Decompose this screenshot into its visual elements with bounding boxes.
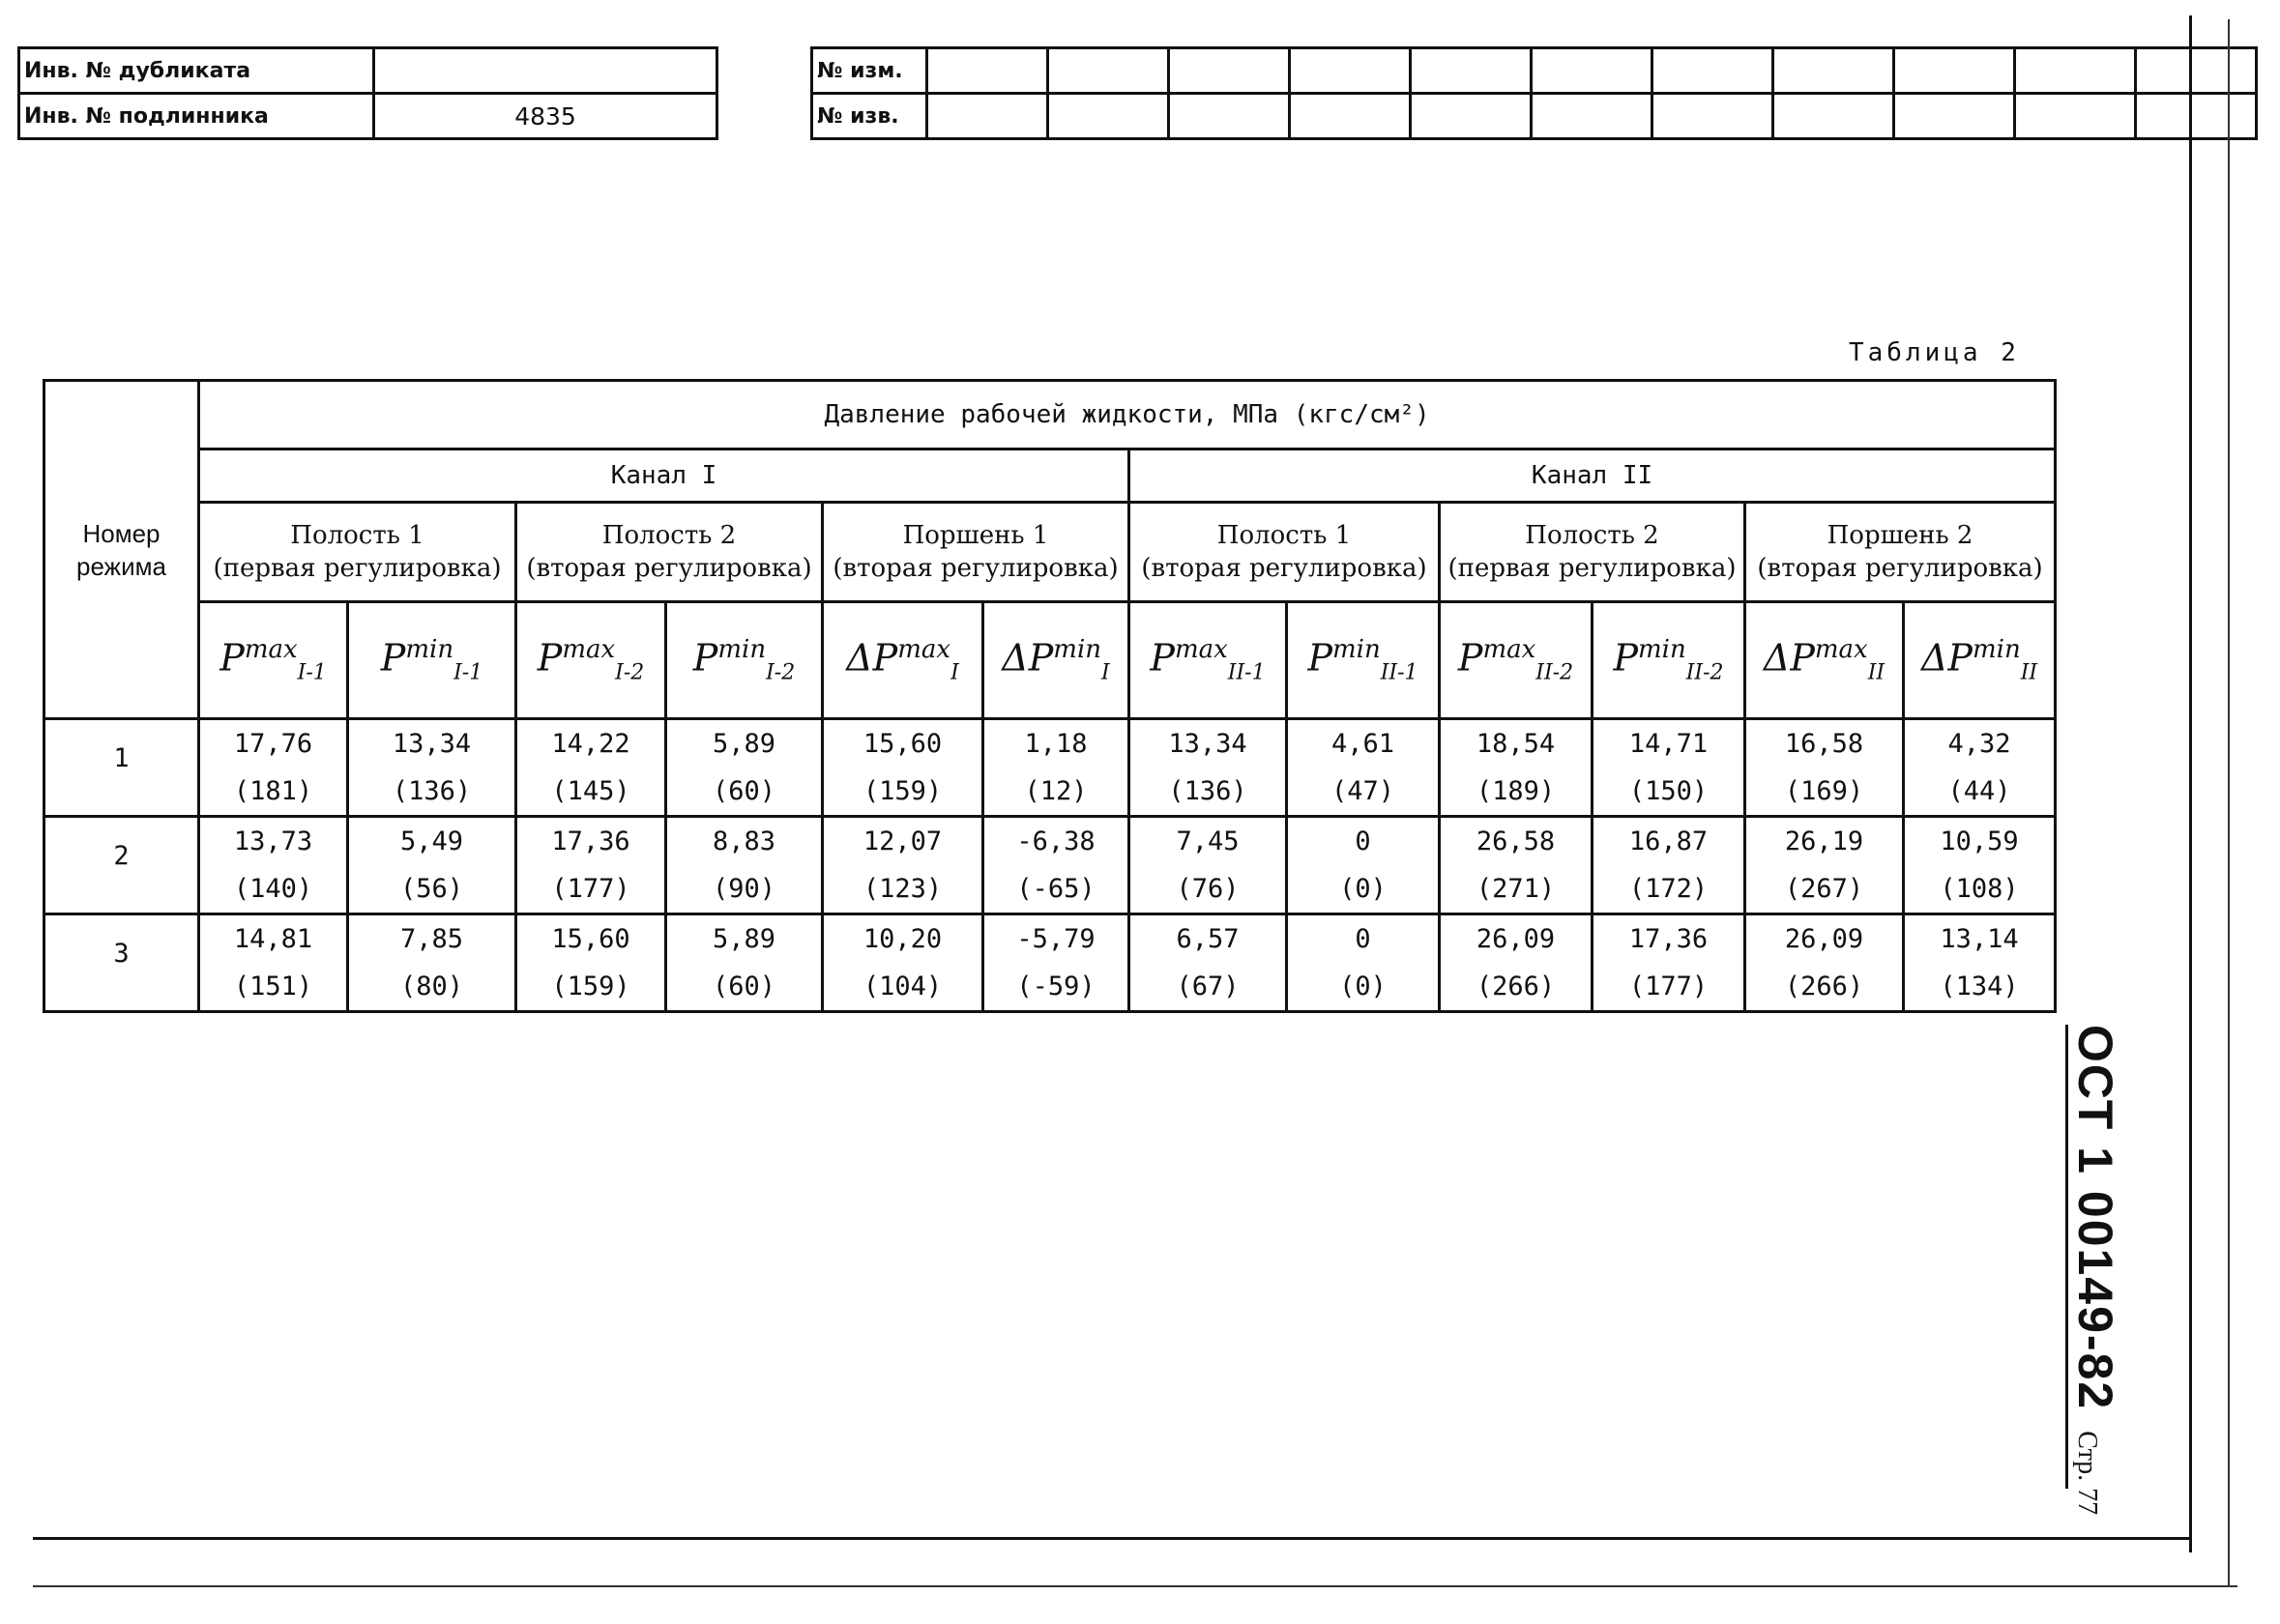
- change-register: [810, 46, 2258, 140]
- pressure-symbol: [823, 602, 983, 719]
- pressure-cell: [1287, 914, 1440, 1012]
- pressure-kgf: (123): [862, 874, 943, 904]
- pressure-cell: [1287, 817, 1440, 914]
- group-name: Поршень 1: [902, 521, 1049, 550]
- group-name: Поршень 2: [1827, 521, 1973, 550]
- symbol-superscript: min: [405, 635, 454, 665]
- pressure-cell: [983, 817, 1129, 914]
- symbol-subscript: II-1: [1380, 660, 1418, 685]
- pressure-cell: [1440, 914, 1593, 1012]
- duplicate-inventory-value: [374, 48, 717, 94]
- pressure-kgf: (90): [712, 874, 776, 904]
- pressure-mpa: 26,09: [1784, 924, 1864, 954]
- pressure-kgf: (271): [1476, 874, 1556, 904]
- pressure-kgf: (136): [392, 776, 472, 806]
- change-number-label: № изм.: [812, 48, 927, 94]
- pressure-cell: [1904, 914, 2056, 1012]
- pressure-cell: [516, 719, 666, 817]
- pressure-mpa: 26,19: [1784, 826, 1864, 856]
- pressure-cell: [1904, 817, 2056, 914]
- pressure-cell: [666, 817, 823, 914]
- pressure-kgf: (47): [1330, 776, 1395, 806]
- pressure-mpa: 10,20: [862, 924, 943, 954]
- pressure-cell: [823, 914, 983, 1012]
- symbol-superscript: min: [717, 635, 767, 665]
- pressure-cell: [1593, 817, 1745, 914]
- pressure-cell: [1440, 817, 1593, 914]
- symbol-subscript: II: [2020, 660, 2038, 685]
- pressure-mpa: 7,45: [1176, 826, 1240, 856]
- pressure-kgf: (189): [1476, 776, 1556, 806]
- symbol-subscript: II: [1867, 660, 1885, 685]
- channel-1-header: Канал I: [199, 450, 1129, 503]
- pressure-mpa: -5,79: [1016, 924, 1096, 954]
- group-adjustment: (вторая регулировка): [833, 554, 1119, 583]
- pressure-mpa: 5,49: [399, 826, 464, 856]
- mode-number: 3: [44, 914, 199, 1012]
- symbol-base: P: [1457, 637, 1483, 681]
- pressure-mpa: 16,87: [1628, 826, 1709, 856]
- symbol-superscript: max: [1482, 635, 1536, 665]
- pressure-mpa: 5,89: [712, 924, 776, 954]
- pressure-symbol: [1745, 602, 1904, 719]
- pressure-cell: [1593, 914, 1745, 1012]
- group-name: Полость 2: [601, 521, 737, 550]
- pressure-mpa: 26,09: [1476, 924, 1556, 954]
- pressure-mpa: 0: [1355, 826, 1371, 856]
- pressure-cell: [348, 914, 516, 1012]
- frame-line-bottom: [33, 1537, 2191, 1540]
- group-adjustment: (первая регулировка): [213, 554, 502, 583]
- symbol-superscript: max: [562, 635, 616, 665]
- group-header: [199, 503, 516, 602]
- pressure-mpa: 6,57: [1176, 924, 1240, 954]
- pressure-kgf: (108): [1940, 874, 2019, 904]
- pressure-kgf: (-65): [1016, 874, 1096, 904]
- pressure-mpa: 17,36: [551, 826, 630, 856]
- frame-line-right: [2189, 15, 2192, 1552]
- pressure-cell: [666, 719, 823, 817]
- mode-number: 2: [44, 817, 199, 914]
- pressure-kgf: (145): [551, 776, 630, 806]
- pressure-mpa: 14,22: [551, 729, 630, 759]
- table-row: [44, 914, 2056, 1012]
- pressure-cell: [823, 817, 983, 914]
- pressure-kgf: (67): [1176, 972, 1240, 1001]
- pressure-symbol: [516, 602, 666, 719]
- document-code-block: [2067, 1025, 2123, 1515]
- pressure-kgf: (177): [551, 874, 630, 904]
- pressure-mpa: 18,54: [1476, 729, 1556, 759]
- symbol-superscript: max: [1814, 635, 1868, 665]
- pressure-mpa: 16,58: [1784, 729, 1864, 759]
- table-row: [44, 817, 2056, 914]
- symbol-base: P: [380, 637, 406, 681]
- pressure-kgf: (-59): [1016, 972, 1096, 1001]
- pressure-symbol: [983, 602, 1129, 719]
- group-name: Полость 1: [1216, 521, 1352, 550]
- channel-2-header: Канал II: [1129, 450, 2056, 503]
- pressure-cell: [983, 719, 1129, 817]
- symbol-subscript: I-1: [297, 660, 327, 685]
- pressure-mpa: 14,81: [233, 924, 313, 954]
- pressure-cell: [1593, 719, 1745, 817]
- pressure-mpa: 13,14: [1940, 924, 2019, 954]
- symbol-base: P: [1613, 637, 1639, 681]
- pressure-mpa: 8,83: [712, 826, 776, 856]
- pressure-mpa: 17,36: [1628, 924, 1709, 954]
- symbol-base: P: [692, 637, 718, 681]
- document-code: ОСТ 1 00149-82: [2068, 1025, 2122, 1411]
- symbol-base: P: [219, 637, 245, 681]
- pressure-cell: [1745, 817, 1904, 914]
- pressure-kgf: (266): [1476, 972, 1556, 1001]
- pressure-cell: [199, 914, 348, 1012]
- pressure-kgf: (159): [551, 972, 630, 1001]
- pressure-cell: [1745, 914, 1904, 1012]
- symbol-subscript: II-2: [1535, 660, 1574, 685]
- notice-number-label: № изв.: [812, 94, 927, 139]
- symbol-base: ΔP: [1002, 637, 1054, 681]
- inventory-stamp: [17, 46, 718, 140]
- frame-line-right-outer: [2228, 19, 2230, 1585]
- symbol-subscript: I-2: [766, 660, 796, 685]
- pressure-symbol: [1287, 602, 1440, 719]
- pressure-kgf: (80): [399, 972, 464, 1001]
- pressure-mpa: 14,71: [1628, 729, 1709, 759]
- pressure-symbol: [199, 602, 348, 719]
- pressure-kgf: (172): [1628, 874, 1709, 904]
- pressure-kgf: (44): [1947, 776, 2011, 806]
- pressure-mpa: 4,61: [1330, 729, 1395, 759]
- pressure-kgf: (12): [1024, 776, 1088, 806]
- pressure-mpa: 13,73: [233, 826, 313, 856]
- pressure-kgf: (169): [1784, 776, 1864, 806]
- pressure-kgf: (181): [233, 776, 313, 806]
- symbol-subscript: II-2: [1685, 660, 1724, 685]
- pressure-kgf: (0): [1339, 972, 1387, 1001]
- pressure-mpa: 13,34: [392, 729, 472, 759]
- group-header: [1129, 503, 1440, 602]
- pressure-mpa: 1,18: [1024, 729, 1088, 759]
- pressure-mpa: -6,38: [1016, 826, 1096, 856]
- symbol-superscript: min: [1053, 635, 1102, 665]
- pressure-mpa: 4,32: [1947, 729, 2011, 759]
- pressure-kgf: (140): [233, 874, 313, 904]
- pressure-kgf: (134): [1940, 972, 2019, 1001]
- pressure-cell: [1129, 719, 1287, 817]
- pressure-mpa: 5,89: [712, 729, 776, 759]
- pressure-mpa: 13,34: [1168, 729, 1247, 759]
- main-header: Давление рабочей жидкости, МПа (кгс/см²): [199, 381, 2056, 450]
- symbol-base: P: [1307, 637, 1333, 681]
- symbol-subscript: I: [1101, 660, 1110, 685]
- pressure-cell: [1287, 719, 1440, 817]
- original-inventory-label: Инв. № подлинника: [19, 94, 374, 139]
- pressure-kgf: (0): [1339, 874, 1387, 904]
- group-header: [516, 503, 823, 602]
- pressure-symbol: [1440, 602, 1593, 719]
- group-adjustment: (первая регулировка): [1447, 554, 1737, 583]
- pressure-kgf: (56): [399, 874, 464, 904]
- symbol-superscript: min: [1638, 635, 1686, 665]
- symbol-superscript: min: [1332, 635, 1381, 665]
- pressure-cell: [1440, 719, 1593, 817]
- pressure-mpa: 17,76: [233, 729, 313, 759]
- pressure-cell: [199, 817, 348, 914]
- symbol-subscript: I-2: [615, 660, 645, 685]
- pressure-cell: [1745, 719, 1904, 817]
- pressure-symbol: [1129, 602, 1287, 719]
- pressure-kgf: (136): [1168, 776, 1247, 806]
- original-inventory-value: 4835: [374, 94, 717, 139]
- group-name: Полость 1: [290, 521, 424, 550]
- pressure-table: [43, 379, 2057, 1013]
- table-caption: Таблица 2: [1849, 338, 2020, 367]
- symbol-base: ΔP: [1763, 637, 1815, 681]
- pressure-cell: [983, 914, 1129, 1012]
- pressure-cell: [1129, 914, 1287, 1012]
- group-adjustment: (вторая регулировка): [526, 554, 812, 583]
- pressure-mpa: 15,60: [551, 924, 630, 954]
- mode-header: Номер режима: [44, 381, 199, 719]
- pressure-cell: [666, 914, 823, 1012]
- group-adjustment: (вторая регулировка): [1141, 554, 1427, 583]
- group-header: [1440, 503, 1745, 602]
- pressure-mpa: 0: [1355, 924, 1371, 954]
- symbol-base: P: [537, 637, 563, 681]
- pressure-kgf: (266): [1784, 972, 1864, 1001]
- pressure-cell: [199, 719, 348, 817]
- pressure-kgf: (151): [233, 972, 313, 1001]
- pressure-mpa: 26,58: [1476, 826, 1556, 856]
- pressure-kgf: (177): [1628, 972, 1709, 1001]
- pressure-kgf: (60): [712, 972, 776, 1001]
- pressure-kgf: (267): [1784, 874, 1864, 904]
- pressure-symbol: [348, 602, 516, 719]
- symbol-subscript: I: [950, 660, 959, 685]
- pressure-kgf: (60): [712, 776, 776, 806]
- group-adjustment: (вторая регулировка): [1757, 554, 2043, 583]
- pressure-kgf: (104): [862, 972, 943, 1001]
- pressure-cell: [1129, 817, 1287, 914]
- pressure-kgf: (150): [1628, 776, 1709, 806]
- table-row: [44, 719, 2056, 817]
- symbol-subscript: II-1: [1227, 660, 1266, 685]
- frame-line-bottom-outer: [33, 1585, 2237, 1587]
- symbol-superscript: min: [1972, 635, 2021, 665]
- pressure-symbol: [1904, 602, 2056, 719]
- pressure-kgf: (159): [862, 776, 943, 806]
- mode-number: 1: [44, 719, 199, 817]
- symbol-superscript: max: [897, 635, 951, 665]
- symbol-base: P: [1150, 637, 1175, 681]
- pressure-cell: [823, 719, 983, 817]
- symbol-base: ΔP: [1920, 637, 1973, 681]
- symbol-superscript: max: [1174, 635, 1228, 665]
- pressure-cell: [348, 719, 516, 817]
- pressure-symbol: [666, 602, 823, 719]
- pressure-symbol: [1593, 602, 1745, 719]
- group-header: [823, 503, 1129, 602]
- duplicate-inventory-label: Инв. № дубликата: [19, 48, 374, 94]
- pressure-mpa: 12,07: [862, 826, 943, 856]
- pressure-cell: [516, 817, 666, 914]
- pressure-mpa: 7,85: [399, 924, 464, 954]
- pressure-cell: [348, 817, 516, 914]
- symbol-base: ΔP: [846, 637, 898, 681]
- pressure-kgf: (76): [1176, 874, 1240, 904]
- pressure-cell: [516, 914, 666, 1012]
- symbol-superscript: max: [244, 635, 298, 665]
- pressure-cell: [1904, 719, 2056, 817]
- page-number: Стр. 77: [2072, 1431, 2102, 1516]
- group-header: [1745, 503, 2056, 602]
- pressure-mpa: 10,59: [1940, 826, 2019, 856]
- pressure-mpa: 15,60: [862, 729, 943, 759]
- symbol-subscript: I-1: [453, 660, 483, 685]
- group-name: Полость 2: [1525, 521, 1659, 550]
